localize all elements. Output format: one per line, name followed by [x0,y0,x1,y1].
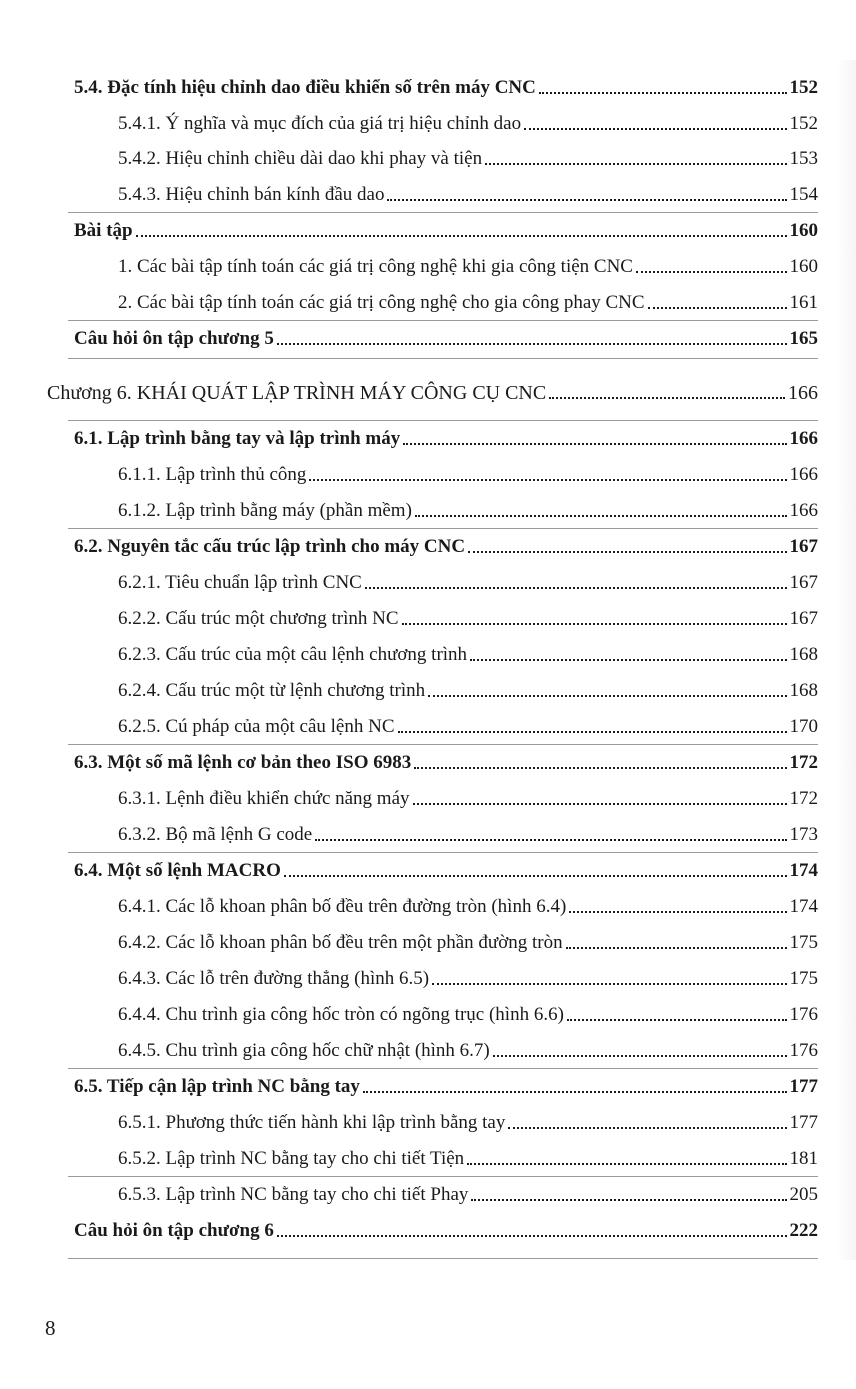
toc-entry-page: 170 [789,716,818,737]
toc-entry-title: 6.4.2. Các lỗ khoan phân bố đều trên một phần đường tròn [118,932,563,953]
toc-dot-leader [569,911,786,913]
toc-entry-page: 177 [789,1112,818,1133]
toc-entry-title: 6.1. Lập trình bằng tay và lập trình máy [74,428,401,449]
toc-dot-leader [567,1019,787,1021]
toc-entry-page: 174 [789,896,818,917]
toc-entry-sub [118,148,818,170]
toc-dot-leader [136,235,787,237]
toc-entry-title: 6.1.2. Lập trình bằng máy (phần mềm) [118,500,412,521]
toc-entry-page: 176 [789,1040,818,1061]
row-separator [68,528,818,529]
toc-entry-title: 6.2.4. Cấu trúc một từ lệnh chương trình [118,680,426,701]
toc-entry-page: 176 [789,1004,818,1025]
toc-entry-page: 175 [789,968,818,989]
toc-entry-title: 6.4.1. Các lỗ khoan phân bố đều trên đường tròn (hình 6.4) [118,896,567,917]
row-separator [68,1176,818,1177]
toc-entry-page: 165 [789,328,818,349]
toc-entry-title: 6.4.4. Chu trình gia công hốc tròn có ngõng trục (hình 6.6) [118,1004,564,1025]
toc-dot-leader [415,515,787,517]
toc-entry-page: 166 [788,382,818,404]
toc-entry-page: 167 [789,608,818,629]
toc-entry-page: 177 [789,1076,818,1097]
toc-entry-page: 167 [789,536,818,557]
row-separator [68,320,818,321]
toc-dot-leader [432,983,786,985]
toc-entry-page: 152 [789,77,818,98]
toc-entry-sub [118,1004,818,1026]
toc-entry-page: 152 [789,113,818,134]
bleed-through-shadow [836,60,856,1260]
toc-entry-page: 166 [789,500,818,521]
toc-dot-leader [566,947,787,949]
toc-entry-title: Chương 6. KHÁI QUÁT LẬP TRÌNH MÁY CÔNG CỤ CNC [47,382,547,404]
toc-entry-sub [118,896,818,918]
toc-entry-title: 6.2.3. Cấu trúc của một câu lệnh chương trình [118,644,468,665]
toc-dot-leader [428,695,786,697]
toc-entry-title: 6.3. Một số mã lệnh cơ bản theo ISO 6983 [74,752,412,773]
toc-entry-sub [118,464,818,486]
toc-entry-title: 6.3.1. Lệnh điều khiển chức năng máy [118,788,410,809]
toc-entry-section [74,220,818,242]
toc-dot-leader [398,731,787,733]
toc-dot-leader [277,1235,787,1237]
toc-dot-leader [524,128,786,130]
toc-entry-title: 5.4.3. Hiệu chỉnh bán kính đầu dao [118,184,385,205]
toc-entry-page: 168 [789,680,818,701]
toc-dot-leader [471,1199,786,1201]
toc-entry-title: 6.4.3. Các lỗ trên đường thẳng (hình 6.5) [118,968,430,989]
toc-entry-sub [118,184,818,206]
toc-entry-title: 6.4.5. Chu trình gia công hốc chữ nhật (hình 6.7) [118,1040,490,1061]
toc-entry-title: 6.2. Nguyên tắc cấu trúc lập trình cho máy CNC [74,536,466,557]
toc-entry-page: 160 [789,220,818,241]
toc-entry-title: 6.5.2. Lập trình NC bằng tay cho chi tiết Tiện [118,1148,465,1169]
row-separator [68,852,818,853]
toc-entry-sub [118,608,818,630]
toc-dot-leader [414,767,786,769]
toc-entry-page: 205 [789,1184,818,1205]
toc-entry-title: 5.4.1. Ý nghĩa và mục đích của giá trị hiệu chỉnh dao [118,113,522,134]
toc-entry-chapter [47,382,818,404]
toc-dot-leader [636,271,787,273]
toc-dot-leader [403,443,786,445]
toc-entry-section [74,536,818,558]
toc-entry-title: 6.5.3. Lập trình NC bằng tay cho chi tiết Phay [118,1184,469,1205]
row-separator [68,212,818,213]
toc-entry-sub [118,1184,818,1206]
row-separator [68,358,818,359]
toc-dot-leader [493,1055,787,1057]
toc-entry-title: 6.1.1. Lập trình thủ công [118,464,307,485]
toc-entry-title: 6.2.1. Tiêu chuẩn lập trình CNC [118,572,362,593]
toc-dot-leader [467,1163,786,1165]
toc-entry-title: 6.5.1. Phương thức tiến hành khi lập trình bằng tay [118,1112,506,1133]
toc-entry-section [74,1220,818,1242]
toc-dot-leader [363,1091,787,1093]
toc-entry-sub [118,500,818,522]
toc-entry-page: 161 [789,292,818,313]
toc-entry-sub [118,1040,818,1062]
toc-entry-title: 6.5. Tiếp cận lập trình NC bằng tay [74,1076,360,1097]
toc-dot-leader [648,307,787,309]
toc-entry-section [74,328,818,350]
toc-entry-sub [118,1148,818,1170]
toc-entry-page: 222 [789,1220,818,1241]
toc-entry-sub [118,968,818,990]
toc-entry-page: 172 [789,752,818,773]
toc-dot-leader [468,551,786,553]
row-separator [68,420,818,421]
toc-dot-leader [387,199,786,201]
toc-entry-section [74,752,818,774]
toc-entry-page: 168 [789,644,818,665]
toc-entry-sub [118,292,818,314]
toc-dot-leader [470,659,786,661]
toc-dot-leader [277,343,787,345]
toc-entry-sub [118,572,818,594]
toc-entry-page: 181 [789,1148,818,1169]
toc-entry-section [74,428,818,450]
row-separator [68,1068,818,1069]
toc-entry-section [74,1076,818,1098]
toc-entry-sub [118,256,818,278]
toc-dot-leader [549,397,785,399]
toc-entry-sub [118,788,818,810]
row-separator [68,1258,818,1259]
toc-entry-title: Câu hỏi ôn tập chương 5 [74,328,274,349]
toc-entry-page: 154 [789,184,818,205]
toc-entry-title: 6.2.2. Cấu trúc một chương trình NC [118,608,399,629]
toc-entry-title: 2. Các bài tập tính toán các giá trị công nghệ cho gia công phay CNC [118,292,645,313]
toc-entry-page: 166 [789,464,818,485]
toc-entry-title: 5.4. Đặc tính hiệu chỉnh dao điều khiển số trên máy CNC [74,77,536,98]
toc-entry-title: 6.4. Một số lệnh MACRO [74,860,281,881]
toc-entry-sub [118,1112,818,1134]
toc-entry-title: Bài tập [74,220,133,241]
toc-entry-title: 5.4.2. Hiệu chỉnh chiều dài dao khi phay và tiện [118,148,483,169]
toc-entry-title: 1. Các bài tập tính toán các giá trị công nghệ khi gia công tiện CNC [118,256,633,277]
toc-dot-leader [315,839,786,841]
toc-dot-leader [539,92,787,94]
toc-entry-page: 174 [789,860,818,881]
toc-dot-leader [413,803,787,805]
toc-dot-leader [284,875,787,877]
toc-entry-sub [118,824,818,846]
toc-entry-page: 172 [789,788,818,809]
toc-entry-title: 6.2.5. Cú pháp của một câu lệnh NC [118,716,395,737]
row-separator [68,744,818,745]
toc-entry-page: 175 [789,932,818,953]
toc-entry-page: 173 [789,824,818,845]
toc-entry-sub [118,716,818,738]
toc-dot-leader [365,587,787,589]
toc-entry-page: 166 [789,428,818,449]
toc-entry-page: 167 [789,572,818,593]
toc-entry-section [74,860,818,882]
toc-dot-leader [485,163,786,165]
toc-entry-sub [118,644,818,666]
toc-dot-leader [508,1127,786,1129]
toc-entry-title: 6.3.2. Bộ mã lệnh G code [118,824,313,845]
toc-entry-sub [118,932,818,954]
toc-entry-section [74,77,818,99]
toc-dot-leader [309,479,786,481]
toc-entry-page: 160 [789,256,818,277]
toc-entry-sub [118,113,818,135]
toc-entry-page: 153 [789,148,818,169]
page-number: 8 [45,1316,56,1340]
toc-entry-sub [118,680,818,702]
toc-entry-title: Câu hỏi ôn tập chương 6 [74,1220,274,1241]
toc-dot-leader [402,623,787,625]
